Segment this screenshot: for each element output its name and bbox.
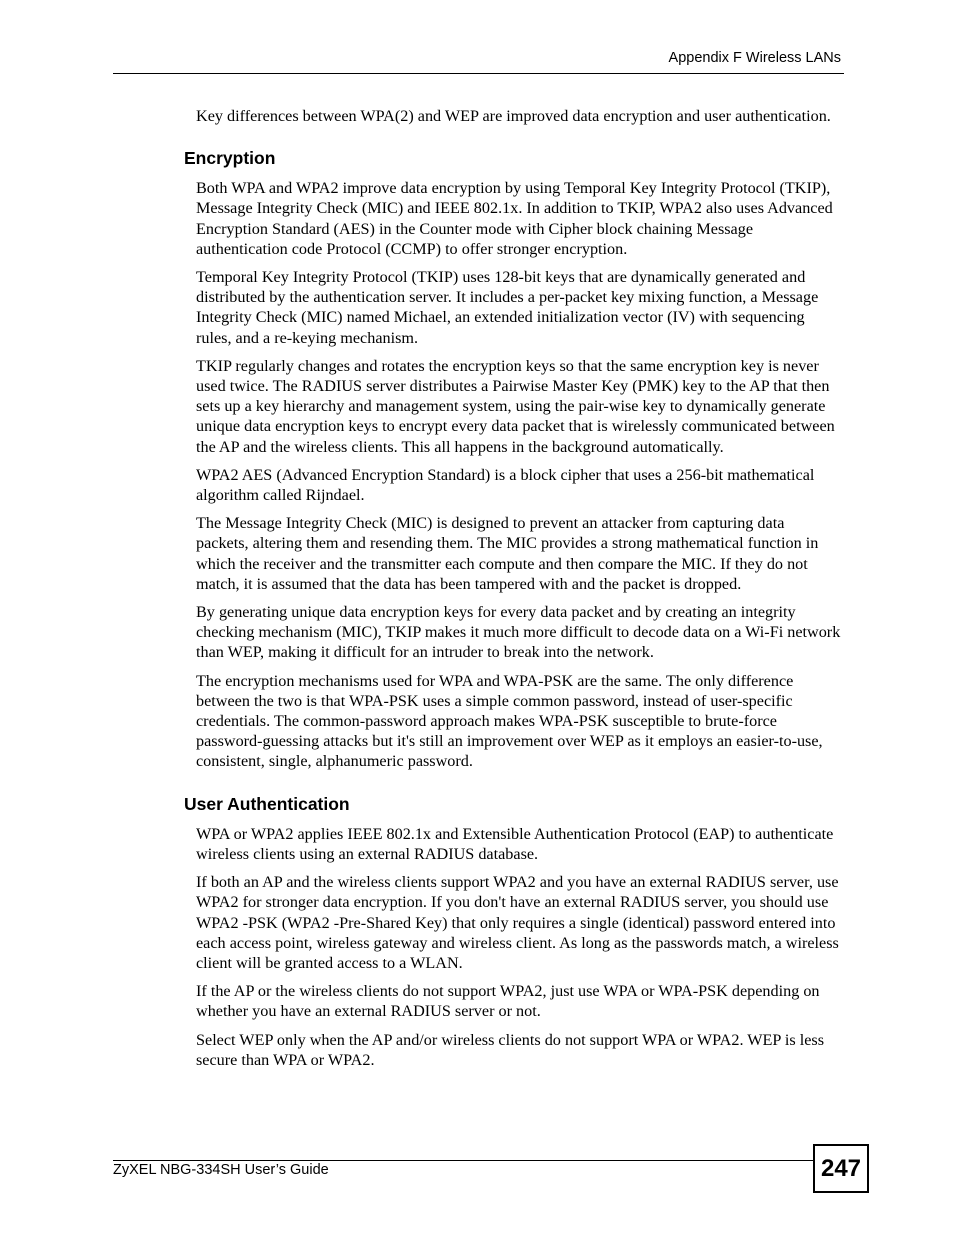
- encryption-paragraph: Both WPA and WPA2 improve data encryption by using Temporal Key Integrity Protocol (TKIP), Message Integrity Check (MIC) and IEEE 802.1x. In addition to TKIP, WPA2 also uses Advanced Encryption Standard (AES) in the Counter mode with Cipher block chaining Message authentication code Protocol (CCMP) to offer stronger encryption.: [196, 179, 833, 258]
- encryption-paragraph: The encryption mechanisms used for WPA and WPA-PSK are the same. The only difference between the two is that WPA-PSK uses a simple common password, instead of user-specific credentials. The common-password approach makes WPA-PSK susceptible to brute-force password-guessing attacks but it's still an improvement over WEP as it employs an easier-to-use, consistent, single, alphanumeric password.: [196, 671, 823, 771]
- encryption-paragraph: Temporal Key Integrity Protocol (TKIP) uses 128-bit keys that are dynamically generated and distributed by the authentication server. It includes a per-packet key mixing function, a Message Integrity Check (MIC) named Michael, an extended initialization vector (IV) with sequencing rules, and a re-keying mechanism.: [196, 268, 819, 347]
- page-number: 247: [813, 1144, 869, 1193]
- user-authentication-paragraph: WPA or WPA2 applies IEEE 802.1x and Extensible Authentication Protocol (EAP) to authenticate wireless clients using an external RADIUS database.: [196, 824, 834, 863]
- running-header: Appendix F Wireless LANs: [668, 50, 841, 66]
- page-body: [184, 106, 841, 1078]
- user-authentication-paragraph: If both an AP and the wireless clients support WPA2 and you have an external RADIUS server, use WPA2 for stronger data encryption. If you don't have an external RADIUS server, you should use WPA2 -PSK (WPA2 -Pre-Shared Key) that only requires a single (identical) password entered into each access point, wireless gateway and wireless client. As long as the passwords match, a wireless client will be granted access to a WLAN.: [196, 873, 839, 972]
- user-authentication-paragraph: If the AP or the wireless clients do not support WPA2, just use WPA or WPA-PSK depending on whether you have an external RADIUS server or not.: [196, 982, 820, 1021]
- intro-paragraph: Key differences between WPA(2) and WEP are improved data encryption and user authentication.: [196, 107, 831, 125]
- user-authentication-heading: User Authentication: [184, 793, 350, 814]
- user-authentication-paragraph: Select WEP only when the AP and/or wireless clients do not support WPA or WPA2. WEP is less secure than WPA or WPA2.: [196, 1030, 824, 1069]
- footer-divider: [113, 1160, 813, 1161]
- encryption-paragraph: The Message Integrity Check (MIC) is designed to prevent an attacker from capturing data packets, altering them and resending them. The MIC provides a strong mathematical function in which the receiver and the transmitter each compute and then compare the MIC. If they do not match, it is assumed that the data has been tampered with and the packet is dropped.: [196, 514, 819, 593]
- encryption-paragraph: By generating unique data encryption keys for every data packet and by creating an integrity checking mechanism (MIC), TKIP makes it much more difficult to decode data on a Wi-Fi network than WEP, making it difficult for an intruder to break into the network.: [196, 603, 841, 662]
- encryption-paragraph: TKIP regularly changes and rotates the encryption keys so that the same encryption key is never used twice. The RADIUS server distributes a Pairwise Master Key (PMK) key to the AP that then sets up a key hierarchy and management system, using the pair-wise key to dynamically generate unique data encryption keys to encrypt every data packet that is wirelessly communicated between the AP and the wireless clients. This all happens in the background automatically.: [196, 356, 835, 456]
- header-divider: [113, 73, 844, 74]
- encryption-heading: Encryption: [184, 148, 276, 169]
- footer-guide-title: ZyXEL NBG-334SH User’s Guide: [113, 1162, 329, 1178]
- encryption-paragraph: WPA2 AES (Advanced Encryption Standard) is a block cipher that uses a 256-bit mathematical algorithm called Rijndael.: [196, 465, 815, 505]
